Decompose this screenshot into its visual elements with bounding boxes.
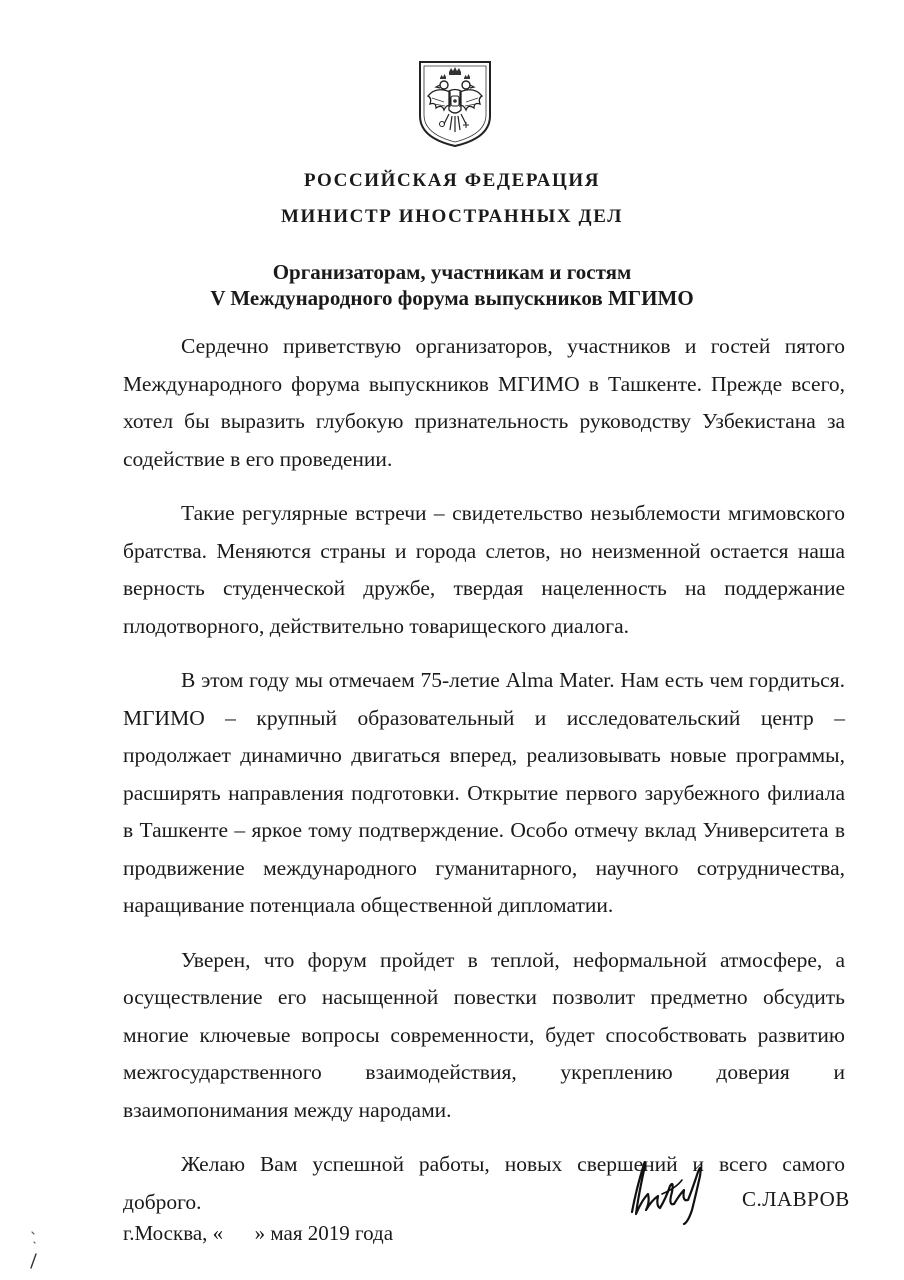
country-heading: РОССИЙСКАЯ ФЕДЕРАЦИЯ	[303, 170, 601, 191]
margin-mark-icon	[28, 1228, 42, 1270]
paragraph-3: В этом году мы отмечаем 75-летие Alma Mater. Нам есть чем гордиться. МГИМО – крупный образовательный и исследовательский центр – продолжает динамично двигаться вперед, реализовывать новые программы, расширять направления подготовки. Открытие первого зарубежного филиала в Ташкенте – яркое тому подтверждение. Особо отмечу вклад Университета в продвижение международного гуманитарного, научного сотрудничества, наращивание потенциала общественной дипломатии.	[123, 668, 845, 917]
letter-body	[123, 328, 845, 1238]
paragraph-2: Такие регулярные встречи – свидетельство незыблемости мгимовского братства. Меняются страны и города слетов, но неизменной остается наша верность студенческой дружбе, твердая нацеленность на поддержание плодотворного, действительно товарищеского диалога.	[123, 501, 845, 638]
minister-heading: МИНИСТР ИНОСТРАННЫХ ДЕЛ	[280, 206, 623, 227]
addressee-line-1: Организаторам, участникам и гостям	[272, 260, 632, 284]
paragraph-5: Желаю Вам успешной работы, новых свершений и всего самого доброго.	[123, 1152, 845, 1214]
addressee-line-2: V Международного форума выпускников МГИМО	[210, 286, 694, 310]
signer-name: С.ЛАВРОВ	[742, 1187, 850, 1211]
paragraph-1: Сердечно приветствую организаторов, участников и гостей пятого Международного форума выпускников МГИМО в Ташкенте. Прежде всего, хотел бы выразить глубокую признательность руководству Узбекистана за содействие в его проведении.	[123, 334, 845, 471]
place-and-date: г.Москва, « » мая 2019 года	[123, 1221, 394, 1245]
paragraph-4: Уверен, что форум пройдет в теплой, неформальной атмосфере, а осуществление его насыщенной повестки позволит предметно обсудить многие ключевые вопросы современности, будет способствовать развитию межгосударственного взаимодействия, укреплению доверия и взаимопонимания между народами.	[123, 947, 845, 1122]
coat-of-arms-icon	[416, 58, 494, 148]
signature-icon	[622, 1150, 722, 1225]
